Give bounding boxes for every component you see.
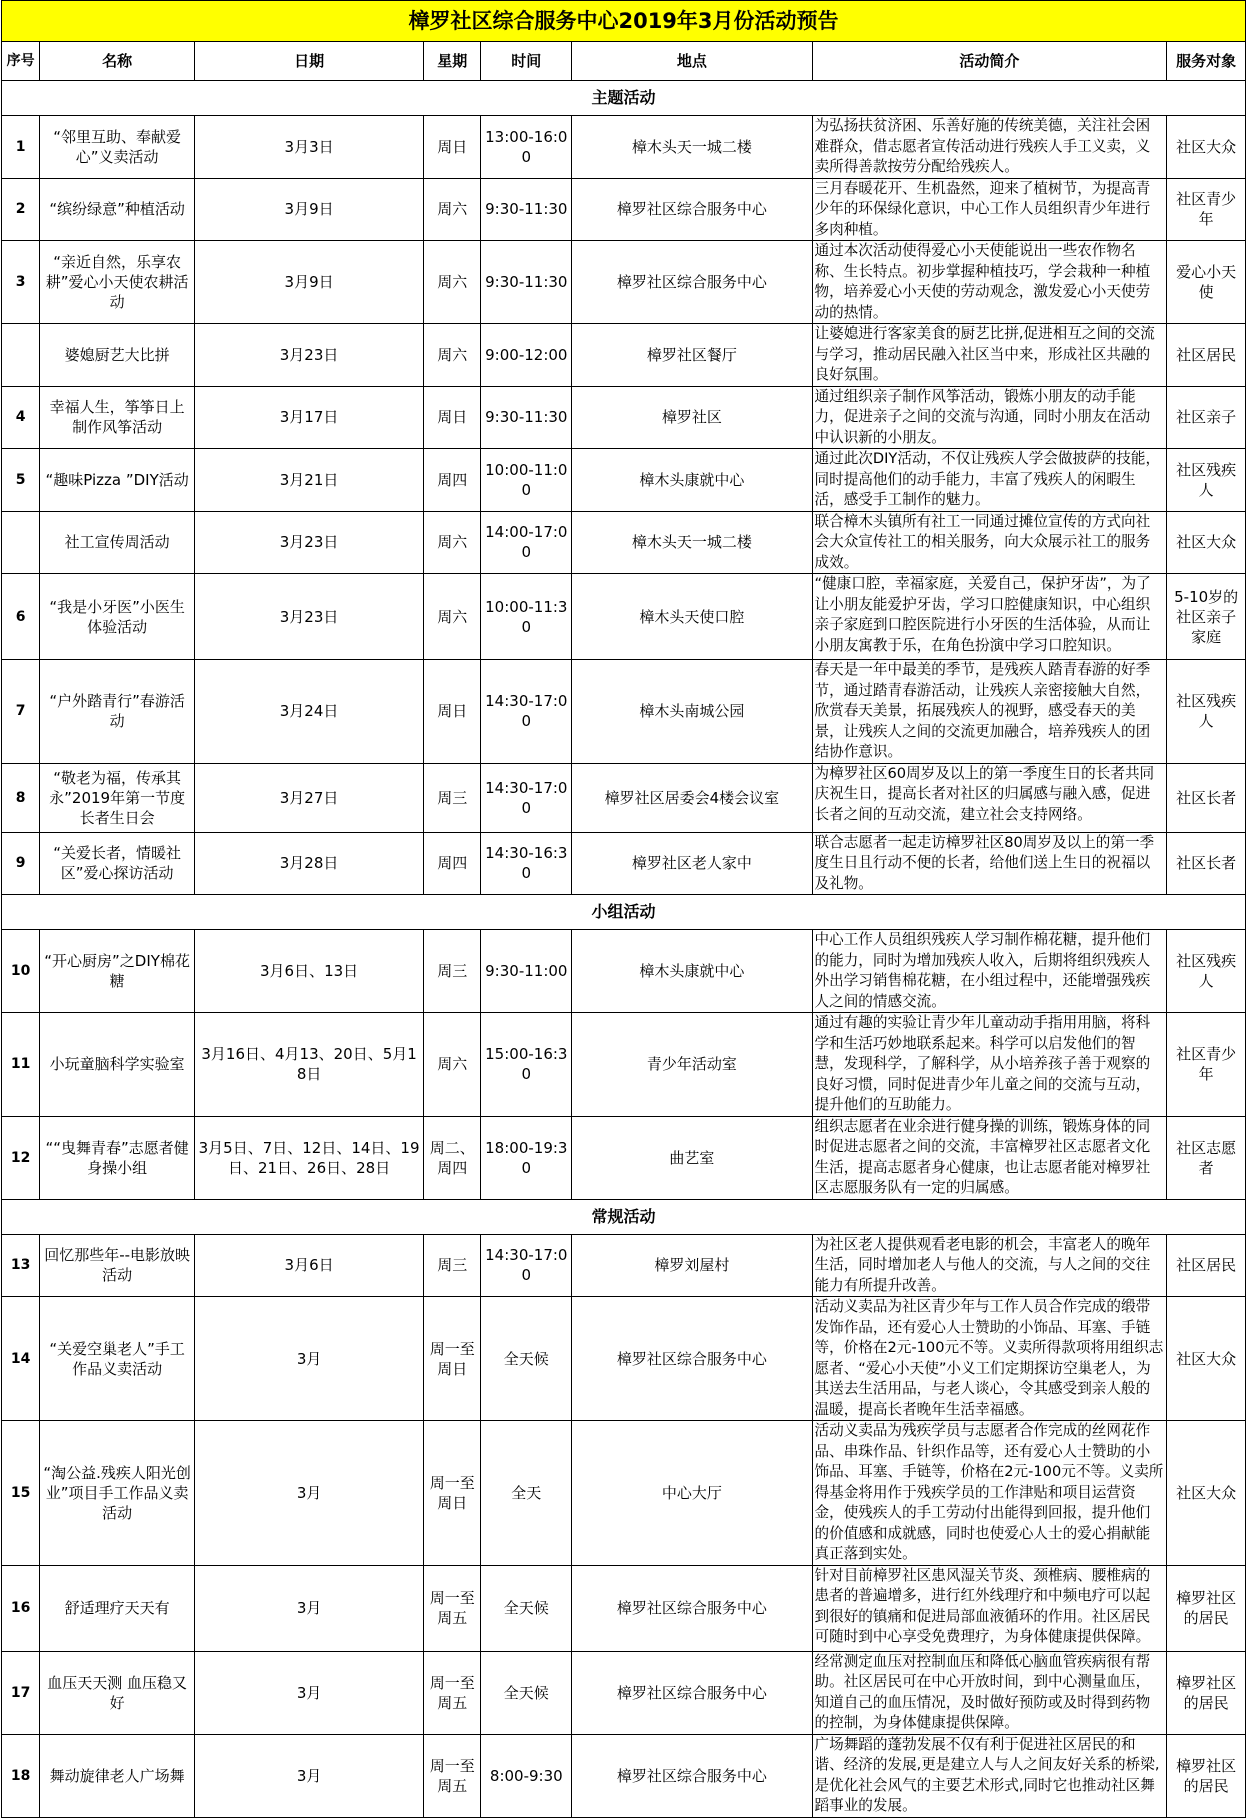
- header-time: 时间: [481, 42, 572, 81]
- cell-place: 樟木头康就中心: [572, 449, 812, 512]
- header-date: 日期: [195, 42, 424, 81]
- cell-time: 9:30-11:30: [481, 386, 572, 449]
- cell-time: 14:00-17:00: [481, 511, 572, 574]
- cell-week: 周日: [424, 660, 481, 764]
- cell-place: 樟木头天一城二楼: [572, 511, 812, 574]
- table-row: [2, 241, 1246, 324]
- cell-seq: 4: [2, 386, 40, 449]
- cell-intro: 联合樟木头镇所有社工一同通过摊位宣传的方式向社会大众宣传社工的相关服务，向大众展示社工的服务成效。: [812, 511, 1167, 574]
- header-row: [2, 42, 1246, 81]
- cell-week: 周二、周四: [424, 1116, 481, 1199]
- table-row: [2, 1651, 1246, 1734]
- cell-place: 樟罗社区餐厅: [572, 324, 812, 387]
- cell-intro: 让婆媳进行客家美食的厨艺比拼,促进相互之间的交流与学习，推动居民融入社区当中来，形成社区共融的良好氛围。: [812, 324, 1167, 387]
- cell-date: 3月23日: [195, 511, 424, 574]
- table-row: [2, 324, 1246, 387]
- table-row: [2, 832, 1246, 895]
- cell-date: 3月: [195, 1734, 424, 1817]
- cell-time: 全天候: [481, 1651, 572, 1734]
- cell-name: “亲近自然，乐享农耕”爱心小天使农耕活动: [40, 241, 195, 324]
- cell-name: 小玩童脑科学实验室: [40, 1013, 195, 1117]
- cell-time: 14:30-17:00: [481, 660, 572, 764]
- cell-week: 周日: [424, 116, 481, 179]
- cell-seq: 18: [2, 1734, 40, 1817]
- cell-target: 爱心小天使: [1167, 241, 1246, 324]
- cell-week: 周六: [424, 574, 481, 660]
- cell-date: 3月21日: [195, 449, 424, 512]
- table-row: [2, 116, 1246, 179]
- table-row: [2, 574, 1246, 660]
- cell-intro: 组织志愿者在业余进行健身操的训练，锻炼身体的同时促进志愿者之间的交流，丰富樟罗社区志愿者文化生活，提高志愿者身心健康，也让志愿者能对樟罗社区志愿服务队有一定的归属感。: [812, 1116, 1167, 1199]
- cell-intro: 为樟罗社区60周岁及以上的第一季度生日的长者共同庆祝生日，提高长者对社区的归属感与融入感，促进长者之间的互动交流，建立社会支持网络。: [812, 763, 1167, 832]
- cell-name: “趣味Pizza ”DIY活动: [40, 449, 195, 512]
- cell-intro: 联合志愿者一起走访樟罗社区80周岁及以上的第一季度生日且行动不便的长者，给他们送上生日的祝福以及礼物。: [812, 832, 1167, 895]
- table-row: [2, 1565, 1246, 1651]
- cell-seq: 13: [2, 1234, 40, 1297]
- cell-name: “户外踏青行”春游活动: [40, 660, 195, 764]
- cell-date: 3月6日、13日: [195, 930, 424, 1013]
- cell-intro: 三月春暖花开、生机盎然，迎来了植树节，为提高青少年的环保绿化意识，中心工作人员组织青少年进行多肉种植。: [812, 178, 1167, 241]
- cell-seq: 9: [2, 832, 40, 895]
- cell-target: 社区居民: [1167, 324, 1246, 387]
- header-week: 星期: [424, 42, 481, 81]
- cell-seq: 15: [2, 1421, 40, 1566]
- cell-time: 9:30-11:00: [481, 930, 572, 1013]
- cell-place: 樟罗社区综合服务中心: [572, 178, 812, 241]
- cell-date: 3月9日: [195, 178, 424, 241]
- table-row: [2, 1116, 1246, 1199]
- table-row: [2, 386, 1246, 449]
- cell-time: 15:00-16:30: [481, 1013, 572, 1117]
- cell-week: 周六: [424, 1013, 481, 1117]
- cell-name: 舒适理疗天天有: [40, 1565, 195, 1651]
- cell-target: 社区大众: [1167, 116, 1246, 179]
- cell-intro: 通过有趣的实验让青少年儿童动动手指用用脑，将科学和生活巧妙地联系起来。科学可以启发他们的智慧，发现科学，了解科学，从小培养孩子善于观察的良好习惯，同时促进青少年儿童之间的交流与互动，提升他们的互助能力。: [812, 1013, 1167, 1117]
- cell-place: 樟罗社区居委会4楼会议室: [572, 763, 812, 832]
- table-row: [2, 930, 1246, 1013]
- cell-target: 社区大众: [1167, 1297, 1246, 1421]
- cell-target: 社区大众: [1167, 511, 1246, 574]
- cell-week: 周一至周五: [424, 1734, 481, 1817]
- cell-intro: 通过此次DIY活动，不仅让残疾人学会做披萨的技能，同时提高他们的动手能力，丰富了残疾人的闲暇生活，感受手工制作的魅力。: [812, 449, 1167, 512]
- cell-target: 社区青少年: [1167, 178, 1246, 241]
- cell-place: 樟罗社区老人家中: [572, 832, 812, 895]
- cell-week: 周三: [424, 930, 481, 1013]
- cell-target: 社区长者: [1167, 763, 1246, 832]
- cell-name: “我是小牙医”小医生体验活动: [40, 574, 195, 660]
- cell-time: 9:30-11:30: [481, 178, 572, 241]
- cell-seq: 3: [2, 241, 40, 324]
- cell-week: 周一至周五: [424, 1651, 481, 1734]
- cell-name: “敬老为福，传承其永”2019年第一节度长者生日会: [40, 763, 195, 832]
- cell-intro: 为社区老人提供观看老电影的机会，丰富老人的晚年生活，同时增加老人与他人的交流，与人之间的交往能力有所提升改善。: [812, 1234, 1167, 1297]
- cell-target: 樟罗社区的居民: [1167, 1651, 1246, 1734]
- cell-time: 全天候: [481, 1565, 572, 1651]
- cell-seq: 12: [2, 1116, 40, 1199]
- cell-time: 14:30-17:00: [481, 763, 572, 832]
- cell-target: 社区亲子: [1167, 386, 1246, 449]
- table-row: [2, 449, 1246, 512]
- cell-seq: 11: [2, 1013, 40, 1117]
- cell-place: 樟罗社区综合服务中心: [572, 1734, 812, 1817]
- title-row: [2, 1, 1246, 42]
- cell-target: 5-10岁的社区亲子家庭: [1167, 574, 1246, 660]
- cell-intro: 春天是一年中最美的季节，是残疾人踏青春游的好季节，通过踏青春游活动，让残疾人亲密接触大自然，欣赏春天美景，拓展残疾人的视野，感受春天的美景，让残疾人之间的交流更加融合，培养残疾人的团结协作意识。: [812, 660, 1167, 764]
- table-row: [2, 1734, 1246, 1817]
- cell-intro: “健康口腔，幸福家庭，关爱自己，保护牙齿”，为了让小朋友能爱护牙齿，学习口腔健康知识，中心组织亲子家庭到口腔医院进行小牙医的生活体验，从而让小朋友寓教于乐，在角色扮演中学习口腔知识。: [812, 574, 1167, 660]
- cell-name: 回忆那些年--电影放映活动: [40, 1234, 195, 1297]
- cell-target: 社区残疾人: [1167, 449, 1246, 512]
- cell-name: 血压天天测 血压稳又好: [40, 1651, 195, 1734]
- table-row: [2, 1297, 1246, 1421]
- section-row: [2, 895, 1246, 930]
- cell-target: 樟罗社区的居民: [1167, 1734, 1246, 1817]
- cell-time: 10:00-11:00: [481, 449, 572, 512]
- cell-name: 舞动旋律老人广场舞: [40, 1734, 195, 1817]
- cell-date: 3月23日: [195, 324, 424, 387]
- cell-time: 14:30-17:00: [481, 1234, 572, 1297]
- cell-date: 3月: [195, 1421, 424, 1566]
- header-intro: 活动简介: [812, 42, 1167, 81]
- cell-name: “开心厨房”之DIY棉花糖: [40, 930, 195, 1013]
- cell-seq: 6: [2, 574, 40, 660]
- cell-date: 3月: [195, 1651, 424, 1734]
- cell-date: 3月24日: [195, 660, 424, 764]
- cell-week: 周三: [424, 763, 481, 832]
- cell-intro: 活动义卖品为残疾学员与志愿者合作完成的丝网花作品、串珠作品、针织作品等，还有爱心人士赞助的小饰品、耳塞、手链等，价格在2元-100元不等。义卖所得基金将用作于残疾学员的工作津贴和项目运营资金，使残疾人的手工劳动付出能得到回报，提升他们的价值感和成就感，同时也使爱心人士的爱心捐献能真正落到实处。: [812, 1421, 1167, 1566]
- cell-week: 周六: [424, 178, 481, 241]
- cell-week: 周三: [424, 1234, 481, 1297]
- cell-name: ““曳舞青春”志愿者健身操小组: [40, 1116, 195, 1199]
- cell-time: 全天候: [481, 1297, 572, 1421]
- cell-name: “缤纷绿意”种植活动: [40, 178, 195, 241]
- cell-date: 3月27日: [195, 763, 424, 832]
- cell-name: “淘公益.残疾人阳光创业”项目手工作品义卖活动: [40, 1421, 195, 1566]
- cell-name: 社工宣传周活动: [40, 511, 195, 574]
- cell-place: 樟木头天一城二楼: [572, 116, 812, 179]
- cell-seq: 1: [2, 116, 40, 179]
- cell-week: 周四: [424, 449, 481, 512]
- cell-intro: 活动义卖品为社区青少年与工作人员合作完成的缎带发饰作品，还有爱心人士赞助的小饰品、耳塞、手链等，价格在2元-100元不等。义卖所得款项将用组织志愿者、“爱心小天使”小义工们定期探访空巢老人，为其送去生活用品，与老人谈心，令其感受到亲人般的温暖，提高长者晚年生活幸福感。: [812, 1297, 1167, 1421]
- cell-target: 社区大众: [1167, 1421, 1246, 1566]
- cell-intro: 通过本次活动使得爱心小天使能说出一些农作物名称、生长特点。初步掌握种植技巧，学会栽种一种植物，培养爱心小天使的劳动观念，激发爱心小天使劳动的热情。: [812, 241, 1167, 324]
- cell-time: 14:30-16:30: [481, 832, 572, 895]
- cell-time: 18:00-19:30: [481, 1116, 572, 1199]
- cell-seq: [2, 511, 40, 574]
- cell-intro: 广场舞蹈的蓬勃发展不仅有利于促进社区居民的和谐、经济的发展,更是建立人与人之间友好关系的桥梁,是优化社会风气的主要艺术形式,同时它也推动社区舞蹈事业的发展。: [812, 1734, 1167, 1817]
- cell-date: 3月3日: [195, 116, 424, 179]
- page-title: 樟罗社区综合服务中心2019年3月份活动预告: [2, 1, 1246, 42]
- cell-place: 樟罗社区综合服务中心: [572, 1297, 812, 1421]
- cell-place: 曲艺室: [572, 1116, 812, 1199]
- cell-date: 3月: [195, 1297, 424, 1421]
- cell-seq: [2, 324, 40, 387]
- cell-time: 10:00-11:30: [481, 574, 572, 660]
- cell-seq: 8: [2, 763, 40, 832]
- cell-date: 3月17日: [195, 386, 424, 449]
- header-seq: 序号: [2, 42, 40, 81]
- cell-target: 社区残疾人: [1167, 930, 1246, 1013]
- cell-time: 9:30-11:30: [481, 241, 572, 324]
- cell-name: “关爱空巢老人”手工作品义卖活动: [40, 1297, 195, 1421]
- cell-intro: 经常测定血压对控制血压和降低心脑血管疾病很有帮助。社区居民可在中心开放时间，到中心测量血压，知道自己的血压情况，及时做好预防或及时得到药物的控制，为身体健康提供保障。: [812, 1651, 1167, 1734]
- cell-name: “邻里互助、奉献爱心”义卖活动: [40, 116, 195, 179]
- cell-place: 樟罗社区: [572, 386, 812, 449]
- cell-date: 3月16日、4月13、20日、5月18日: [195, 1013, 424, 1117]
- cell-target: 社区长者: [1167, 832, 1246, 895]
- cell-date: 3月: [195, 1565, 424, 1651]
- cell-seq: 10: [2, 930, 40, 1013]
- header-place: 地点: [572, 42, 812, 81]
- cell-place: 樟木头天使口腔: [572, 574, 812, 660]
- cell-target: 社区志愿者: [1167, 1116, 1246, 1199]
- cell-seq: 7: [2, 660, 40, 764]
- table-row: [2, 1421, 1246, 1566]
- header-target: 服务对象: [1167, 42, 1246, 81]
- table-row: [2, 660, 1246, 764]
- cell-week: 周六: [424, 511, 481, 574]
- cell-place: 中心大厅: [572, 1421, 812, 1566]
- cell-name: 幸福人生，筝筝日上制作风筝活动: [40, 386, 195, 449]
- section-title: 常规活动: [2, 1199, 1246, 1234]
- cell-date: 3月5日、7日、12日、14日、19日、21日、26日、28日: [195, 1116, 424, 1199]
- cell-seq: 17: [2, 1651, 40, 1734]
- cell-seq: 14: [2, 1297, 40, 1421]
- table-row: [2, 763, 1246, 832]
- cell-time: 13:00-16:00: [481, 116, 572, 179]
- cell-target: 社区残疾人: [1167, 660, 1246, 764]
- cell-time: 8:00-9:30: [481, 1734, 572, 1817]
- cell-date: 3月28日: [195, 832, 424, 895]
- cell-name: 婆媳厨艺大比拼: [40, 324, 195, 387]
- table-row: [2, 178, 1246, 241]
- section-row: [2, 1199, 1246, 1234]
- cell-week: 周一至周日: [424, 1421, 481, 1566]
- cell-week: 周六: [424, 241, 481, 324]
- table-row: [2, 511, 1246, 574]
- section-row: [2, 81, 1246, 116]
- cell-intro: 通过组织亲子制作风筝活动，锻炼小朋友的动手能力，促进亲子之间的交流与沟通，同时小朋友在活动中认识新的小朋友。: [812, 386, 1167, 449]
- header-name: 名称: [40, 42, 195, 81]
- cell-week: 周四: [424, 832, 481, 895]
- cell-place: 樟木头康就中心: [572, 930, 812, 1013]
- schedule-table: [1, 0, 1246, 1818]
- cell-intro: 中心工作人员组织残疾人学习制作棉花糖，提升他们的能力，同时为增加残疾人收入，后期将组织残疾人外出学习销售棉花糖，在小组过程中，还能增强残疾人之间的情感交流。: [812, 930, 1167, 1013]
- cell-week: 周一至周日: [424, 1297, 481, 1421]
- cell-place: 樟罗社区综合服务中心: [572, 1565, 812, 1651]
- cell-week: 周一至周五: [424, 1565, 481, 1651]
- cell-target: 社区居民: [1167, 1234, 1246, 1297]
- cell-week: 周六: [424, 324, 481, 387]
- cell-target: 樟罗社区的居民: [1167, 1565, 1246, 1651]
- cell-seq: 2: [2, 178, 40, 241]
- cell-place: 樟罗社区综合服务中心: [572, 1651, 812, 1734]
- cell-week: 周日: [424, 386, 481, 449]
- cell-date: 3月23日: [195, 574, 424, 660]
- section-title: 小组活动: [2, 895, 1246, 930]
- cell-intro: 为弘扬扶贫济困、乐善好施的传统美德，关注社会困难群众，借志愿者宣传活动进行残疾人手工义卖，义卖所得善款按劳分配给残疾人。: [812, 116, 1167, 179]
- cell-seq: 16: [2, 1565, 40, 1651]
- cell-seq: 5: [2, 449, 40, 512]
- cell-place: 樟罗刘屋村: [572, 1234, 812, 1297]
- cell-place: 青少年活动室: [572, 1013, 812, 1117]
- cell-date: 3月9日: [195, 241, 424, 324]
- cell-target: 社区青少年: [1167, 1013, 1246, 1117]
- table-row: [2, 1234, 1246, 1297]
- cell-place: 樟罗社区综合服务中心: [572, 241, 812, 324]
- section-title: 主题活动: [2, 81, 1246, 116]
- cell-time: 全天: [481, 1421, 572, 1566]
- table-row: [2, 1013, 1246, 1117]
- cell-intro: 针对目前樟罗社区患风湿关节炎、颈椎病、腰椎病的患者的普遍增多，进行红外线理疗和中频电疗可以起到很好的镇痛和促进局部血液循环的作用。社区居民可随时到中心享受免费理疗，为身体健康提供保障。: [812, 1565, 1167, 1651]
- cell-name: “关爱长者，情暖社区”爱心探访活动: [40, 832, 195, 895]
- cell-date: 3月6日: [195, 1234, 424, 1297]
- cell-time: 9:00-12:00: [481, 324, 572, 387]
- cell-place: 樟木头南城公园: [572, 660, 812, 764]
